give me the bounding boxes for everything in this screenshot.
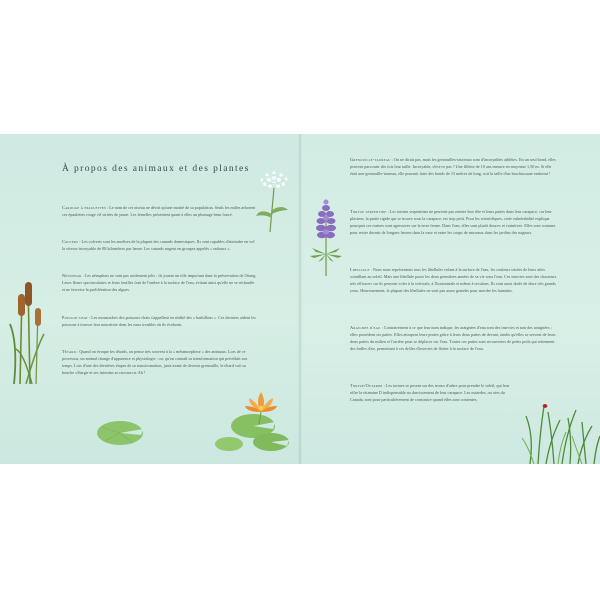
entry-text: : Les moustaches des poissons-chats s'appellent en réalité des « barbillons ». Ces derniers aident les poissons à trouver leur nourriture dans les eaux troubles où ils évoluent. (62, 315, 256, 327)
entry-term: Nénuphar (62, 273, 82, 278)
entry-term: Carouge à épaulettes (62, 205, 106, 210)
lily-pad-left (95, 419, 145, 447)
water-lily-illustration (205, 384, 295, 454)
entry-araignee-eau (350, 324, 558, 352)
entry-term: Poisson-chat (62, 315, 88, 320)
entry-term: Libellule (350, 267, 370, 272)
book-fold (298, 134, 302, 464)
entry-text: : Les tortues serpentines ne peuvent pas rentrer leur tête et leurs pattes dans leur carapace, car leur plastron, la partie rigide qui se trouve sous la carapace, est trop petit. Pour les scientifiques, cette vulnérabilité explique pourquoi ces tortues sont agressives sur la terre ferme. Dans l'eau, elles sont plutôt douces et craintives. Elles sont connues pour rester dormir de longues heures dans la vase et entre les coups de museaux dans les jardins des nageurs. (350, 209, 556, 235)
entry-text: : Le nom de cet oiseau ne décrit qu'une moitié de sa population. Seuls les mâles arborent ces épaulettes rouge vif striées de jaune. Les femelles présentent quant à elles un plumage brun foncé. (62, 205, 256, 217)
entry-text: : Contrairement à ce que leur nom indique, les araignées d'eau sont des insectes et non des araignées ; elles possèdent six pattes. Elles attrapent leurs proies grâce à leurs deux pattes de devant, tandis qu'elles se servent de leurs deux pattes du milieu et l'arrière pour se déplacer sur l'eau. Toutes ces pattes sont recouvertes de petits poils qui retiennent des bulles d'air, permettant à ces drôles d'insectes de flotter à la surface de l'eau. (350, 325, 556, 351)
entry-term: Colvert (62, 239, 79, 244)
white-flower-illustration (250, 164, 300, 234)
entry-tortue-serpentine (350, 208, 558, 236)
book-spread (0, 134, 600, 464)
entry-nenuphar (62, 272, 258, 293)
entry-term: Tortue/Outarde (350, 383, 383, 388)
entry-libellule (350, 266, 558, 294)
entry-term: Grenouille-taureau (350, 157, 391, 162)
entry-poisson-chat (62, 314, 258, 328)
lupine-illustration (308, 196, 344, 276)
entry-term: Araignée d'eau (350, 325, 381, 330)
entry-text: : Les nénuphars ne sont pas seulement jolis ; ils jouent un rôle important dans la préservation de l'étang. Leurs fleurs spectaculaires et leurs feuilles font de l'ombre à la surface de l'eau, évitant ainsi qu'elle ne se réchauffe et ne favorise la prolifération des algues. (62, 273, 257, 292)
grass-illustration (520, 396, 600, 464)
right-page (300, 134, 600, 464)
entry-text: : Les tortues se posent sur des troncs d'arbre pour prendre le soleil, qui leur offre la vitamine D indispensable au durcissement de leur carapace. Les outardes, ou oies du Canada, sont pour particulièrement de construire quand elles sont contentes. (350, 383, 510, 402)
entry-carouge (62, 204, 258, 218)
entry-term: Têtard (62, 349, 77, 354)
entry-text: : Quand on évoque les têtards, on pense très souvent à la « métamorphose » des animaux. Lors de ce processus, un animal change d'apparence et physiologie ; ou, qu'on connaît sa transformation qui précédait son temps. Lors d'une des dernières étapes de sa transformation, juste avant de devenir grenouille, le têtard voit sa bouche s'élargir et ses intestins se raccourcir. Ah ! (62, 349, 248, 375)
entry-term: Tortue serpentine (350, 209, 387, 214)
entry-tortue-outarde (350, 382, 518, 403)
page-title: À propos des animaux et des plantes (62, 164, 250, 174)
left-page (0, 134, 300, 464)
entry-text: : On ne dirait pas, mais les grenouilles-taureaux sont d'incroyables athlètes. En un seul bond, elles peuvent parcourir dix fois leur taille. Incroyable, n'est-ce pas ? Une fillette de 10 ans mesure en moyenne 1,50 m. Si elle était une grenouille-taureau, elle pourrait faire des bonds de 15 mètres de long, soit la taille d'un brachiosaure endormi ! (350, 157, 556, 176)
entry-text: : Les colverts sont les ancêtres de la plupart des canards domestiques. Ils sont capables d'atteindre en vol la vitesse incroyable de 88 kilomètres par heure. Les canards nagent en groupes appelés « radeaux ». (62, 239, 255, 251)
entry-tetard (62, 348, 258, 376)
entry-text: : Nous nous représentons tous les libellules volant à la surface de l'eau, les couleurs irisées de leurs ailes scintillant au soleil. Mais une libellule passe les deux premières années de sa vie sous l'eau. Ces insectes sont des chasseurs très efficaces car ils peuvent voler à la verticale, à l'horizontale et même à reculons. Ils sont aussi dotés de deux très grands yeux. Heureusement, la plupart des libellules ne sont pas assez grandes pour mordre les humains. (350, 267, 557, 293)
entry-grenouille-taureau (350, 156, 558, 177)
cattail-illustration (6, 264, 46, 384)
entry-colvert (62, 238, 258, 252)
